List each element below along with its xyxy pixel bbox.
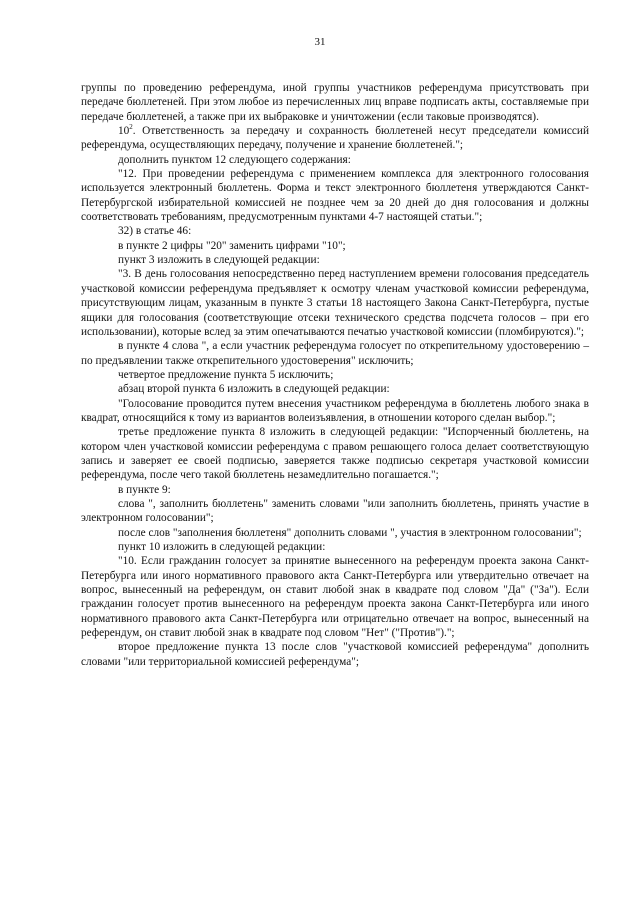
paragraph: пункт 3 изложить в следующей редакции:: [118, 254, 320, 267]
paragraph: в пункте 9:: [118, 483, 171, 496]
clause-number: 10: [118, 125, 130, 138]
paragraph-text: . Ответственность за передачу и сохранность бюллетеней несут председатели комиссий референдума, осуществляющих передачу, получение и хранение бюллетеней.";: [81, 125, 589, 152]
paragraph: пункт 10 изложить в следующей редакции:: [118, 541, 326, 553]
document-body: [81, 81, 589, 669]
paragraph: "12. При проведении референдума с применением комплекса для электронного голосования используется электронный бюллетень. Форма и текст электронного бюллетеня утверждаются Санкт-Петербургской избирательной комиссией не позднее чем за 20 дней до дня голосования и должны соответствовать требованиям, предусмотренным пунктами 4-7 настоящей статьи.";: [81, 168, 589, 224]
page-number: 31: [314, 36, 326, 48]
paragraph: 32) в статье 46:: [118, 225, 192, 238]
paragraph: второе предложение пункта 13 после слов "участковой комиссией референдума" дополнить словами "или территориальной комиссией референдума";: [81, 641, 589, 668]
paragraph: дополнить пунктом 12 следующего содержания:: [118, 153, 351, 166]
paragraph: "Голосование проводится путем внесения участником референдума в бюллетень любого знака в квадрат, относящийся к тому из вариантов волеизъявления, в отношении которого сделан выбор.";: [81, 397, 589, 424]
paragraph: после слов "заполнения бюллетеня" дополнить словами ", участия в электронном голосовании";: [118, 526, 582, 539]
paragraph: "10. Если гражданин голосует за принятие вынесенного на референдум проекта закона Санкт-Петербурга или иного нормативного правового акта Санкт-Петербурга или утвердительно отвечает на вопрос, вынесенный на референдум, он ставит любой знак в квадрате под словом "Да" ("За"). Если гражданин голосует против вынесенного на референдум проекта закона Санкт-Петербурга или иного нормативного правового акта Санкт-Петербурга или отрицательно отвечает на вопрос, вынесенный на референдум, он ставит любой знак в квадрате под словом "Нет" ("Против").";: [81, 555, 589, 640]
paragraph: четвертое предложение пункта 5 исключить;: [118, 368, 334, 381]
paragraph: группы по проведению референдума, иной группы участников референдума присутствовать при передаче бюллетеней. При этом любое из перечисленных лиц вправе подписать акты, составляемые при передаче бюллетеней, а также при их выбраковке и уничтожении (если таковые производятся).: [81, 82, 589, 123]
clause-superscript: 2: [129, 123, 133, 132]
paragraph: в пункте 2 цифры "20" заменить цифрами "10";: [118, 239, 346, 252]
paragraph: третье предложение пункта 8 изложить в следующей редакции: "Испорченный бюллетень, на котором член участковой комиссии референдума с правом решающего голоса делает соответствующую запись и заверяет ее своей подписью, заверяется также подписью секретаря участковой комиссии референдума, после чего такой бюллетень незамедлительно погашается.";: [81, 426, 589, 482]
paragraph: "3. В день голосования непосредственно перед наступлением времени голосования председатель участковой комиссии референдума предъявляет к осмотру членам участковой комиссии референдума, присутствующим лицам, указанным в пункте 3 статьи 18 настоящего Закона Санкт-Петербурга, пустые ящики для голосования (соответствующие отсеки технического средства подсчета голосов – при его использовании), которые вслед за этим опечатываются печатью участковой комиссии (пломбируются).";: [81, 268, 589, 338]
paragraph: абзац второй пункта 6 изложить в следующей редакции:: [118, 383, 390, 396]
paragraph: слова ", заполнить бюллетень" заменить словами "или заполнить бюллетень, принять участие в электронном голосовании";: [81, 497, 589, 525]
paragraph: [81, 124, 589, 153]
paragraph: в пункте 4 слова ", а если участник референдума голосует по открепительному удостоверению – по предъявлении также открепительного удостоверения" исключить;: [81, 340, 589, 367]
